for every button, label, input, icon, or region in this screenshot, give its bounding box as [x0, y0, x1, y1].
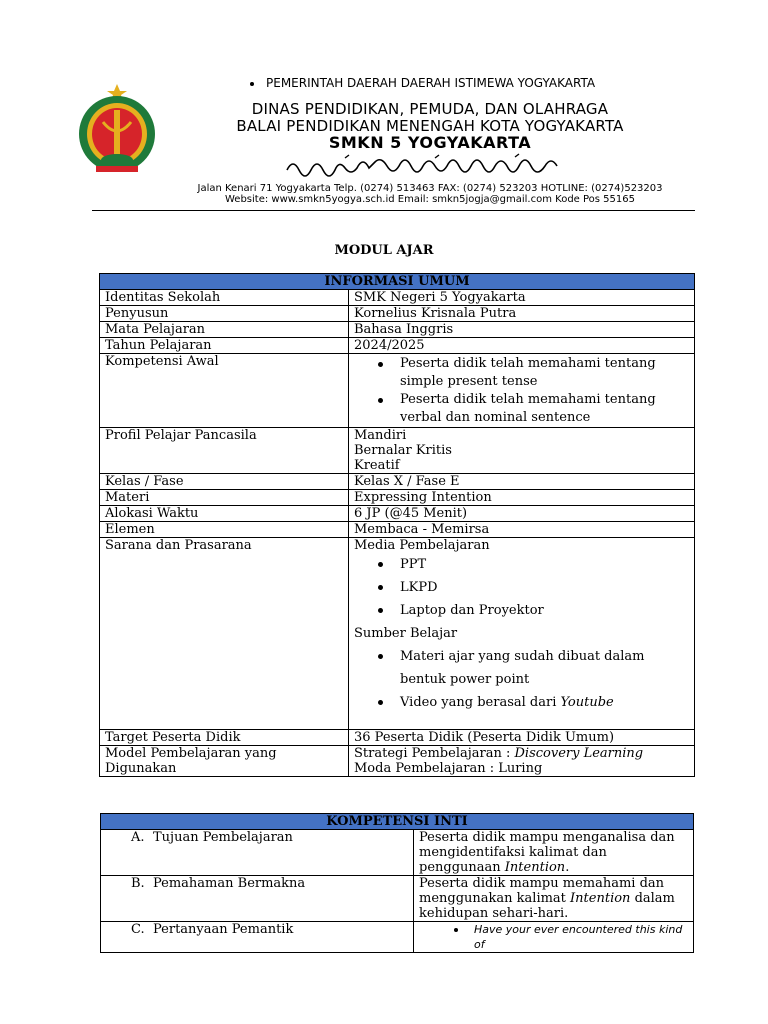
list-item: Laptop dan Proyektor	[400, 599, 689, 622]
table-row: Kelas / Fase Kelas X / Fase E	[100, 474, 695, 490]
table-row: Model Pembelajaran yang Digunakan Strategi Pembelajaran : Discovery Learning Moda Pembelajaran : Luring	[100, 746, 695, 777]
school-address: Jalan Kenari 71 Yogyakarta Telp. (0274) 513463 FAX: (0274) 523203 HOTLINE: (0274)523203	[197, 183, 663, 194]
gov-line: PEMERINTAH DAERAH DAERAH ISTIMEWA YOGYAKARTA	[250, 76, 595, 90]
table-row: Penyusun Kornelius Krisnala Putra	[100, 306, 695, 322]
table-row: C. Pertanyaan Pemantik Have your ever encountered this kind of	[101, 922, 694, 953]
balai-name: BALAI PENDIDIKAN MENENGAH KOTA YOGYAKARTA	[236, 117, 624, 135]
media-list	[354, 553, 689, 622]
school-contact: Website: www.smkn5yogya.sch.id Email: smkn5jogja@gmail.com Kode Pos 55165	[224, 194, 635, 205]
table-row: Mata Pelajaran Bahasa Inggris	[100, 322, 695, 338]
table-row: Tahun Pelajaran 2024/2025	[100, 338, 695, 354]
header-divider	[92, 210, 695, 211]
informasi-umum-heading: INFORMASI UMUM	[100, 274, 695, 290]
list-item: LKPD	[400, 576, 689, 599]
table-row: Materi Expressing Intention	[100, 490, 695, 506]
dept-name: DINAS PENDIDIKAN, PEMUDA, DAN OLAHRAGA	[251, 100, 609, 118]
sumber-list	[354, 645, 689, 714]
list-item: Materi ajar yang sudah dibuat dalam bentuk power point	[400, 645, 689, 691]
list-item: Video yang berasal dari Youtube	[400, 691, 689, 714]
list-item: Peserta didik telah memahami tentang simple present tense	[400, 355, 689, 391]
table-row: Target Peserta Didik 36 Peserta Didik (Peserta Didik Umum)	[100, 730, 695, 746]
table-row: Kompetensi Awal Peserta didik telah memahami tentang simple present tense Peserta didik telah memahami tentang verbal dan nominal sentence	[100, 354, 695, 428]
yogyakarta-emblem-icon	[76, 82, 158, 176]
letterhead	[0, 0, 768, 215]
table-row: A. Tujuan Pembelajaran Peserta didik mampu menganalisa dan mengidentifaksi kalimat dan penggunaan Intention.	[101, 830, 694, 876]
kompetensi-list	[354, 354, 689, 427]
table-row: Elemen Membaca - Memirsa	[100, 522, 695, 538]
list-item: Peserta didik telah memahami tentang verbal dan nominal sentence	[400, 391, 689, 427]
table-row: B. Pemahaman Bermakna Peserta didik mampu memahami dan menggunakan kalimat Intention dalam kehidupan sehari-hari.	[101, 876, 694, 922]
kompetensi-inti-table	[100, 813, 694, 953]
kompetensi-inti-heading: KOMPETENSI INTI	[101, 814, 694, 830]
document-title: MODUL AJAR	[334, 243, 434, 258]
javanese-script-logo	[285, 152, 585, 182]
school-name: SMKN 5 YOGYAKARTA	[328, 133, 532, 152]
list-item: PPT	[400, 553, 689, 576]
table-row: Identitas Sekolah SMK Negeri 5 Yogyakarta	[100, 290, 695, 306]
table-row: Profil Pelajar Pancasila Mandiri Bernalar Kritis Kreatif	[100, 428, 695, 474]
table-row: Sarana dan Prasarana Media Pembelajaran PPT LKPD Laptop dan Proyektor Sumber Belajar Materi ajar yang sudah dibuat dalam bentuk power point Video yang berasal dari Youtube	[100, 538, 695, 730]
table-row: Alokasi Waktu 6 JP (@45 Menit)	[100, 506, 695, 522]
informasi-umum-table	[99, 273, 695, 777]
